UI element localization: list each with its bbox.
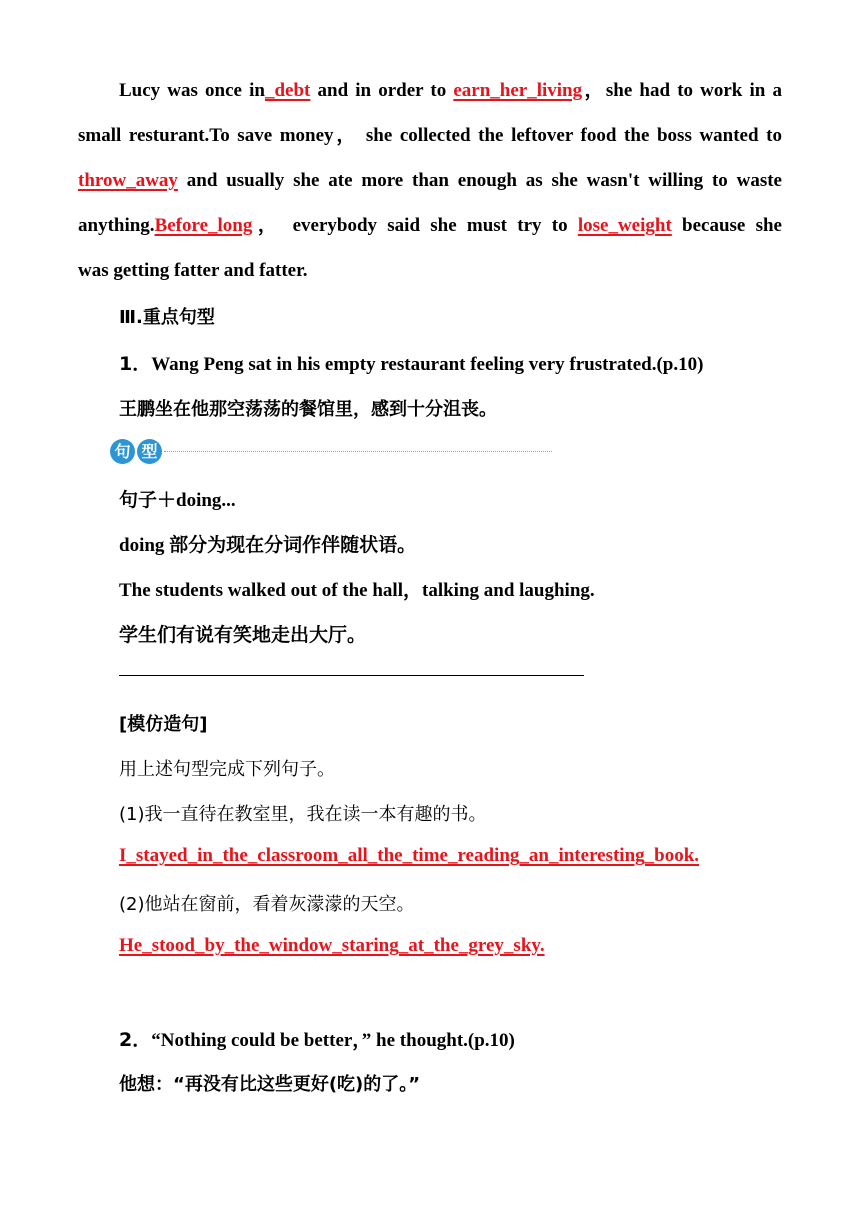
answer-debt: _debt — [264, 80, 311, 101]
pattern-badge — [110, 439, 162, 464]
passage-line-3: throw_away and usually she ate more than enough as she wasn't willing to waste — [78, 170, 782, 191]
answer-earn-her-living: earn_her_living — [453, 80, 583, 101]
item2-chinese: 他想：“再没有比这些更好(吃)的了。” — [119, 1074, 421, 1095]
answer-1: I_stayed_in_the_classroom_all_the_time_reading_an_interesting_book. — [119, 845, 700, 866]
pattern-formula: 句子＋doing... — [119, 490, 236, 511]
item2-english: 2．“Nothing could be better，” he thought.(p.10) — [119, 1029, 515, 1051]
dotted-divider — [164, 451, 552, 452]
question-1: (1)我一直待在教室里，我在读一本有趣的书。 — [119, 804, 487, 825]
answer-before-long: Before_long — [154, 215, 253, 236]
section-heading: Ⅲ.重点句型 — [119, 307, 215, 328]
answer-2: He_stood_by_the_window_staring_at_the_grey_sky. — [119, 935, 545, 956]
pattern-explanation: doing 部分为现在分词作伴随状语。 — [119, 535, 417, 556]
item1-english: 1．Wang Peng sat in his empty restaurant feeling very frustrated.(p.10) — [119, 353, 704, 375]
pattern-example-zh: 学生们有说有笑地走出大厅。 — [119, 625, 367, 646]
answer-lose-weight: lose_weight — [577, 215, 672, 236]
passage-paragraph — [78, 68, 782, 293]
passage-line-1: Lucy was once in_debt and in order to earn_her_living，she had to work in a — [119, 80, 782, 101]
item1-chinese: 王鹏坐在他那空荡荡的餐馆里，感到十分沮丧。 — [119, 399, 497, 420]
badge-char-ju: 句 — [110, 439, 135, 464]
badge-char-xing: 型 — [137, 439, 162, 464]
question-2: (2)他站在窗前，看着灰濛濛的天空。 — [119, 894, 415, 915]
pattern-example-en: The students walked out of the hall，talking and laughing. — [119, 580, 595, 601]
passage-line-4: anything.Before_long， everybody said she must try to lose_weight because she — [78, 215, 782, 236]
passage-line-5: was getting fatter and fatter. — [78, 260, 308, 281]
answer-throw-away: throw_away — [78, 170, 178, 191]
horizontal-rule — [119, 675, 584, 676]
imitation-instruction: 用上述句型完成下列句子。 — [119, 759, 335, 780]
imitation-heading: [模仿造句] — [119, 714, 208, 735]
passage-line-2: small resturant.To save money， she collected the leftover food the boss wanted to — [78, 125, 782, 146]
